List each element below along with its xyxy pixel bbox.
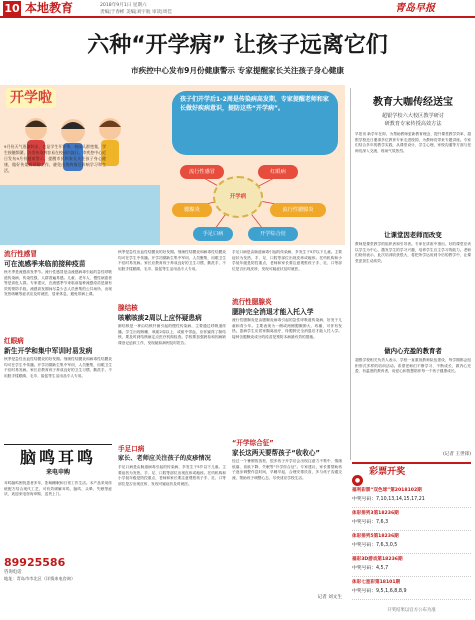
lottery-rows (352, 486, 471, 604)
ad-title: 脑鸣耳鸣 (19, 448, 96, 467)
ring-item-parotitis: 流行性腮腺炎 (270, 203, 326, 217)
side-title: 教育大咖传经送宝 (373, 97, 453, 108)
lottery-row-label: 福利彩票“双色球”第2018102期 (352, 488, 422, 493)
lottery-row-label: 福彩3D游戏第18236期 (352, 557, 403, 562)
section-heading: “开学综合征” (232, 439, 274, 447)
section-body: 肺结核是一种由结核杆菌引起的慢性传染病，主要通过呼吸道传播。学生出现咳嗽、咳痰2周以上，或痰中带血，应怀疑得了肺结核，要及时到结核病定点医疗机构检查。学校要加强晨检和因病缺课登记追踪工作，发现疑似病例及时报告。 (118, 324, 226, 345)
lottery-row (352, 578, 471, 600)
lottery-row-numbers: 中奖号码：7,6,3,0,5 (352, 543, 398, 548)
lottery-ball-icon: ● (352, 475, 363, 486)
lottery-row-label: 体彩排列3第18236期 (352, 511, 399, 516)
side-body-1: 早报讯 新学年在即，为帮助教师更新教育理念、提升课堂教学效率，超银学校近日邀请多位教育专家走进校园，为教师们带来专题讲座。专家们结合多年的教学实践，从课堂设计、学生心理、家校沟通等方面与老师们深入交流，现场气氛热烈。 (355, 132, 471, 153)
section-subheading: 腮肿完全消退才能入托入学 (232, 308, 314, 316)
side-article (350, 88, 471, 460)
lottery-row (352, 532, 471, 554)
ring-item-syndrome: 开学综合征 (248, 227, 298, 241)
virus-ring (213, 176, 263, 218)
header-date: 2018年9月1日 星期六 (100, 3, 147, 8)
side-lead-sub: 超银学校六大校区教学研讨 (381, 113, 445, 119)
lottery-row (352, 555, 471, 577)
lottery-row-numbers: 中奖号码：7,6,3 (352, 520, 389, 525)
ring-item-mumps: 腮腺炎 (172, 203, 212, 217)
ad-address: 地址：青岛市市北区（详情来电咨询） (4, 576, 76, 581)
ad-body: 耳鸣脑鸣困扰患者多年，影响睡眠和日常工作生活。本产品采用传统配方结合现代工艺，可有效缓解耳鸣、脑鸣、头晕、失眠等症状，欢迎来电咨询申购，送货上门。 (4, 481, 112, 497)
ad-phone-note: 咨询电话 (4, 570, 22, 575)
section-flu (4, 250, 112, 440)
side-subheading-2: 做内心充盈的教育者 (384, 347, 442, 355)
section-heading: 手足口病 (118, 445, 145, 453)
lottery-header (352, 467, 471, 483)
middle-column-1 (118, 250, 226, 616)
ring-item-pinkeye: 红眼病 (258, 165, 298, 179)
continuation-body: 秋季是急性出血性结膜炎的好发期。细菌性结膜炎和病毒性结膜炎均可在学生中传播。开学初期新生集中军训，人员聚集，用眼卫生不佳时易发病。家长应教育孩子养成良好的卫生习惯，勤洗手，不用脏手揉眼睛，毛巾、脸盆等生活用品专人专用。 (118, 250, 226, 271)
article-lead: 9月份天气逐渐转凉，也是学生开学季，校园人群密集，学生接触频繁，各类传染病容易在校园内流行。市疾控中心近日发布9月份健康警示，提醒市民和家长关注孩子身心健康，做好传染病预防工作，避免出现病情后影响学习和生活。 (4, 144, 106, 173)
ring-center-label: 开学病 (229, 194, 247, 200)
lottery-row-numbers: 中奖号码：4,5,7 (352, 566, 389, 571)
ring-item-hfmd: 手足口病 (193, 227, 233, 241)
section-heading: 流行性腮腺炎 (232, 298, 272, 306)
side-subheading-1: 让课堂因老师而改变 (384, 231, 442, 239)
lottery-note: 开奖结果以官方公布为准 (387, 608, 436, 613)
lottery-row-numbers: 中奖号码：9,5,1,6,8,8,9 (352, 589, 407, 594)
section-body: 经过一个暑假的放松，很多孩子开学后会出现注意力不集中、情绪低落、食欲下降、失眠等“开学综合征”。专家建议，家长要帮助孩子逐步调整作息时间，早睡早起，合理安排饮食，多与孩子沟通交流，帮助孩子调整心态，尽快适应学校生活。 (232, 459, 342, 480)
lottery-row-label: 体彩七星彩第18101期 (352, 580, 401, 585)
headline-title: 六种“开学病” 让孩子远离它们 (87, 33, 388, 58)
lottery-row (352, 486, 471, 508)
section-heading: 红眼病 (4, 337, 24, 345)
lottery-row-numbers: 中奖号码：7,10,13,14,15,17,21 (352, 497, 425, 502)
page-header (0, 0, 475, 18)
ring-item-flu: 流行性感冒 (180, 165, 224, 179)
section-subheading: 新生开学和集中军训时易发病 (4, 347, 93, 355)
illustration-sign: 开学啦 (6, 88, 56, 108)
header-editors: 责编|于春彬 美编|刘宇航 审读|周佳 (100, 10, 172, 15)
bubble-text: 孩子们开学后1-2周是传染病高发期，专家提醒老师和家长做好疾病意识，提防这些“开学病”。 (180, 96, 329, 112)
lottery-row (352, 509, 471, 531)
lottery-row-label: 体彩排列5第18236期 (352, 534, 399, 539)
headline-subtitle: 市疾控中心发布9月份健康警示 专家提醒家长关注孩子身心健康 (131, 66, 344, 75)
lottery-title: 彩票开奖 (369, 467, 406, 477)
ad-phone: 89925586 (4, 556, 66, 569)
article-reporter: 记者 刘文生 (317, 595, 342, 600)
side-lead-sub2: 研教育专家传授高效方法 (384, 121, 442, 127)
lottery-box (352, 462, 471, 616)
middle-column-2 (232, 250, 342, 616)
section-subheading: 可在流感季来临前接种疫苗 (4, 260, 86, 268)
side-body-2: 教师是课堂教学的组织者和引导者。专家在讲座中指出，好的课堂应该以学生为中心，激发学生的学习兴趣，培养学生自主学习的能力。老师们纷纷表示，此次培训收获很大，将把所学运用到今后的教学中，让课堂更加生动高效。 (355, 242, 471, 263)
paper-logo: 青岛早报 (395, 3, 435, 14)
section-body: 秋季是急性出血性结膜炎的好发期。细菌性结膜炎和病毒性结膜炎均可在学生中传播。开学初期新生集中军训，人员聚集，用眼卫生不佳时易发病。家长应教育孩子养成良好的卫生习惯，勤洗手，不用脏手揉眼睛，毛巾、脸盆等生活用品专人专用。 (4, 357, 112, 378)
ad-subtitle: 来电申购 (45, 469, 70, 476)
section-heading: 腺结核 (118, 304, 138, 312)
section-heading: 流行性感冒 (4, 250, 37, 258)
section-subheading: 咳嗽咳痰2周以上应怀疑患病 (118, 314, 202, 322)
side-body-3: 超银学校相关负责人表示，学校一直重视教师队伍建设，每学期都会组织形式多样的培训活动。希望老师们不断学习、不断成长，做内心充盈、有温度的教育者，用爱心和智慧陪伴每一个孩子健康成长。 (355, 358, 471, 374)
continuation-body: 手足口病是由肠道病毒引起的传染病，多发生于5岁以下儿童。主要症状为发热，手、足、口腔等部位出现皮疹或疱疹。托幼机构和小学低年级是防控重点，老师和家长要注意观察孩子手、足、口等部位是否出现皮疹，发现可疑症状及时就医。 (232, 250, 342, 271)
side-reporter: (记者 王世锋) (442, 452, 471, 457)
section-body: 秋冬季是流感高发季节。流行性感冒是由流感病毒引起的急性呼吸道传染病，传染性强，人群普遍易感。儿童、老年人、慢性病患者等是高危人群。专家建议，在流感季节来临前接种流感疫苗是最有效的预防手段。流感高发期间尽量少去人员密集的公共场所，出现发热咳嗽等症状应及时就医，居家休息，避免带病上课。 (4, 270, 112, 297)
ad-block (4, 444, 112, 616)
section-body: 流行性腮腺炎是由腮腺炎病毒引起的急性呼吸道传染病，好发于儿童和青少年。主要表现为一侧或两侧腮腺肿大、疼痛，可伴有发热。患病学生应居家隔离治疗，待腮肿完全消退后才能入托入学。接种含腮腺炎成分的疫苗是预防本病最有效的措施。 (232, 318, 342, 339)
page-number: 10 (4, 2, 20, 15)
section-body: 手足口病是由肠道病毒引起的传染病，多发生于5岁以下儿童。主要症状为发热，手、足、口腔等部位出现皮疹或疱疹。托幼机构和小学低年级是防控重点，老师和家长要注意观察孩子手、足、口等部位是否出现皮疹，发现可疑症状及时就医。 (118, 465, 226, 486)
section-subheading: 家长、老师应关注孩子的皮疹情况 (118, 455, 211, 462)
section-subheading: 家长这两天要帮孩子“收收心” (232, 449, 320, 457)
section-name: 本地教育 (25, 1, 74, 15)
